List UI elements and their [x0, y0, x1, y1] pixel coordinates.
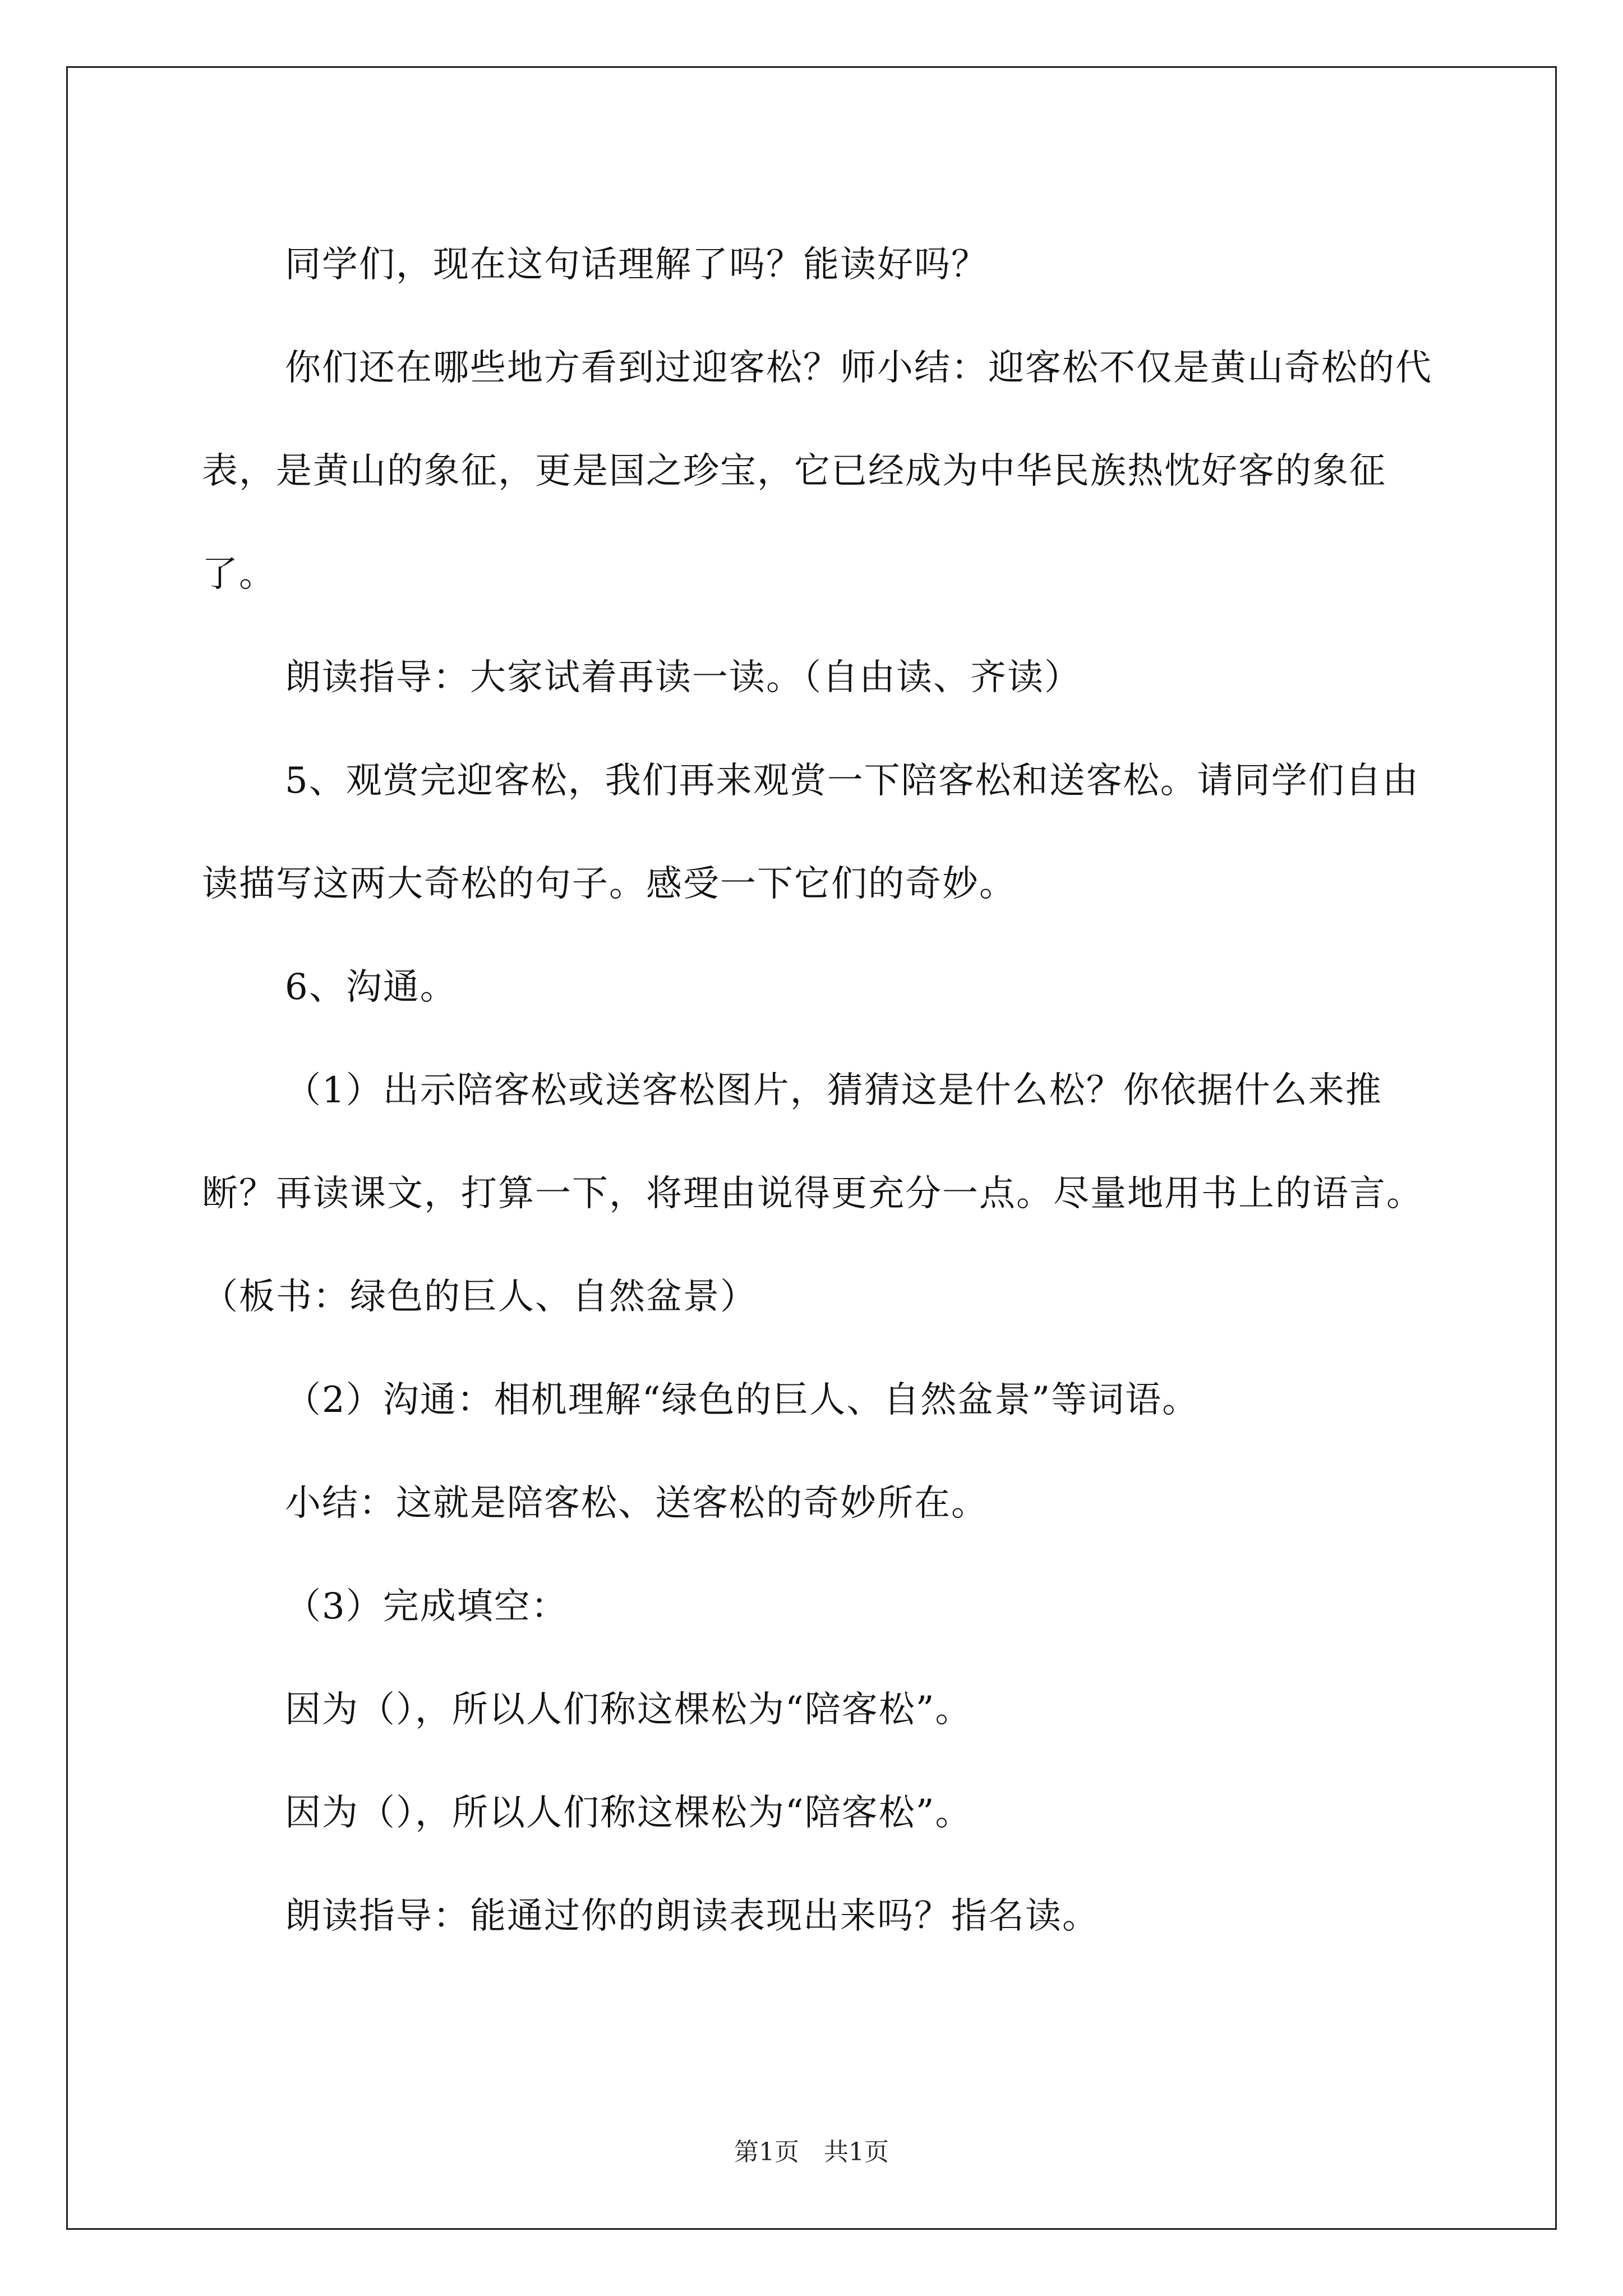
document-body [202, 213, 1436, 1968]
paragraph-7: （2）沟通：相机理解“绿色的巨人、自然盆景”等词语。 [285, 1379, 1200, 1421]
paragraph-12: 朗读指导：能通过你的朗读表现出来吗？指名读。 [285, 1895, 1099, 1937]
paragraph-2: 你们还在哪些地方看到过迎客松？师小结：迎客松不仅是黄山奇松的代表，是黄山的象征，更是国之珍宝，它已经成为中华民族热忱好客的象征了。 [202, 347, 1432, 595]
paragraph-10: 因为（），所以人们称这棵松为“陪客松”。 [285, 1689, 972, 1731]
paragraph-9: （3）完成填空： [285, 1586, 568, 1627]
paragraph-1: 同学们，现在这句话理解了吗？能读好吗？ [285, 244, 988, 286]
paragraph-4: 5、观赏完迎客松，我们再来观赏一下陪客松和送客松。请同学们自由读描写这两大奇松的句子。感受一下它们的奇妙。 [202, 760, 1419, 905]
paragraph-11: 因为（），所以人们称这棵松为“陪客松”。 [285, 1792, 972, 1834]
paragraph-6: （1）出示陪客松或送客松图片，猜猜这是什么松？你依据什么来推断？再读课文，打算一下，将理由说得更充分一点。尽量地用书上的语言。（板书：绿色的巨人、自然盆景） [202, 1070, 1423, 1318]
paragraph-5: 6、沟通。 [285, 967, 457, 1008]
page-number-footer: 第1页 共1页 [734, 2138, 889, 2166]
paragraph-8: 小结：这就是陪客松、送客松的奇妙所在。 [285, 1483, 988, 1524]
paragraph-3: 朗读指导：大家试着再读一读。（自由读、齐读） [285, 657, 1081, 698]
